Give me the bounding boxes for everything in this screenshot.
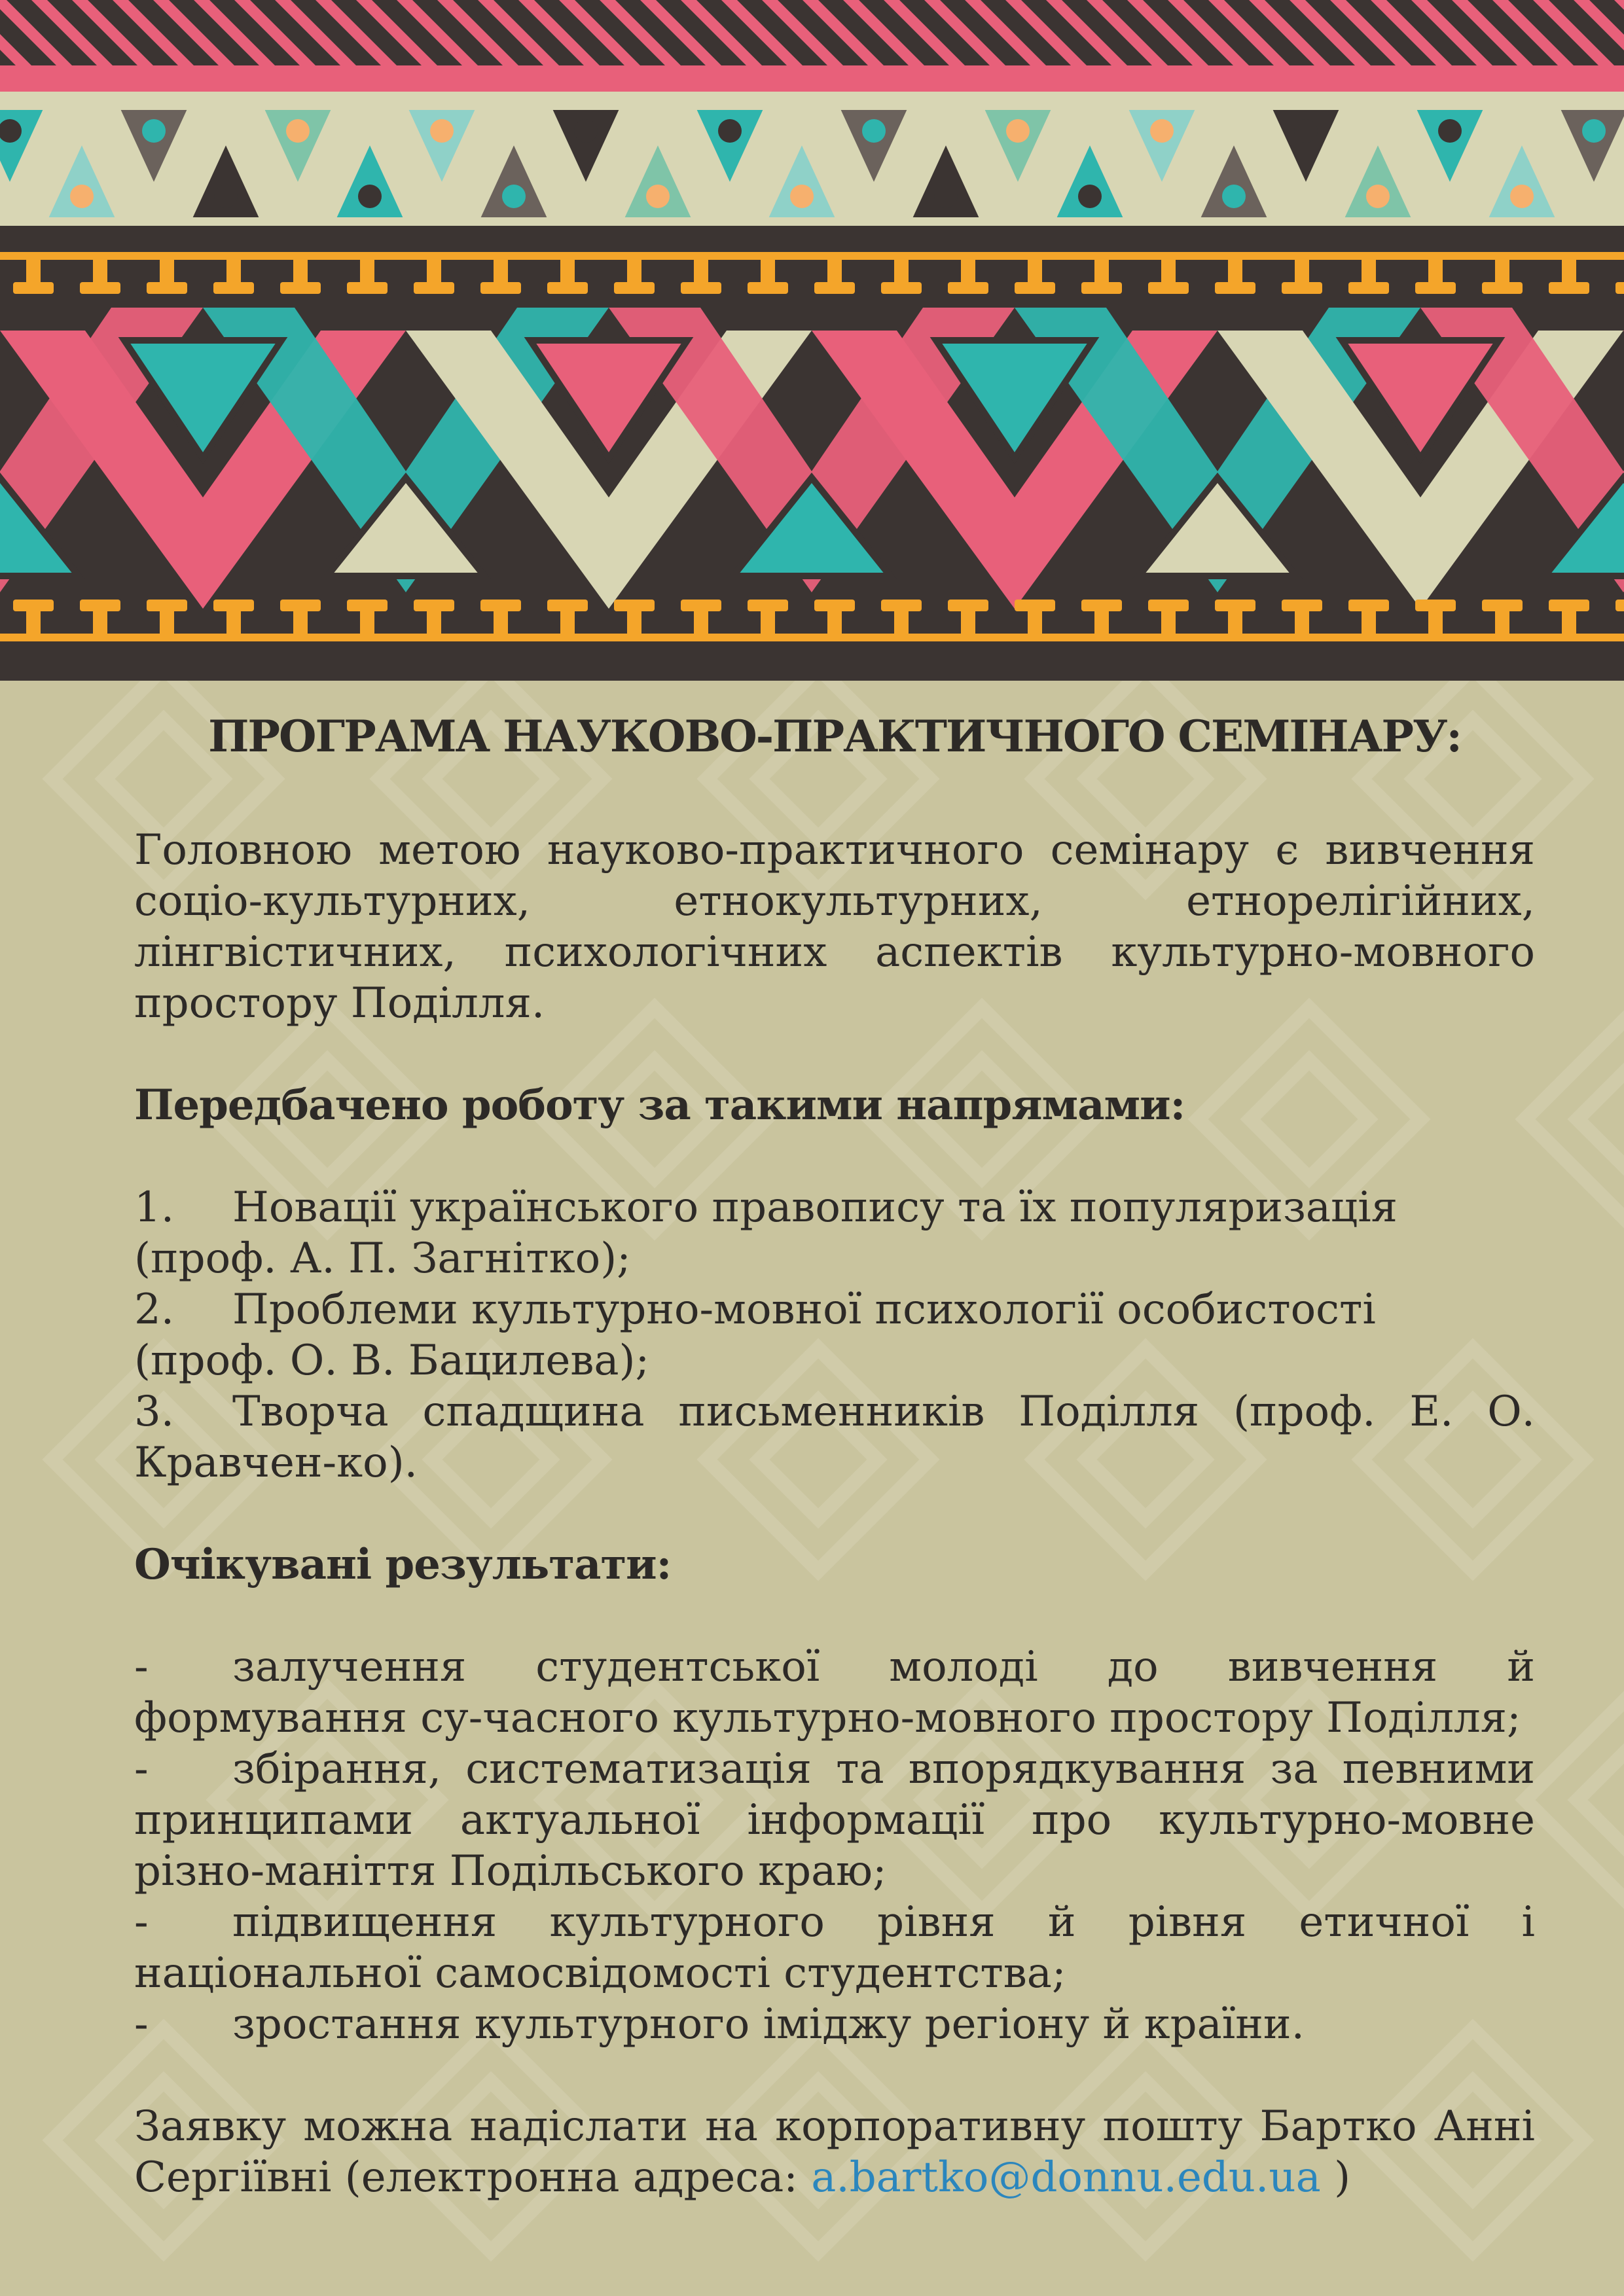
list-item	[134, 1897, 1535, 1999]
peg-cap-mark	[480, 600, 521, 611]
item-text: збірання, систематизація та впорядкування за певними принципами актуальної інформації про культурно-мовне різно-маніття Подільського краю;	[134, 1745, 1535, 1895]
dot-mark	[862, 119, 886, 143]
intro-paragraph: Головною метою науково-практичного семінару є вивчення соціо-культурних, етнокультурних, етнорелігійних, лінгвістичних, психологічних аспектів культурно-мовного простору Поділля.	[134, 826, 1535, 1028]
peg-cap-mark	[1015, 282, 1055, 294]
dot-mark	[790, 185, 814, 208]
list-item	[134, 1386, 1535, 1488]
peg-cap-mark	[1615, 600, 1624, 611]
item-text: підвищення культурного рівня й рівня етичної і національної самосвідомості студентства;	[134, 1898, 1535, 1998]
diamond-motif	[1578, 1741, 1624, 1859]
dot-mark	[1222, 185, 1246, 208]
peg-cap-mark	[948, 282, 988, 294]
page-title: ПРОГРАМА НАУКОВО-ПРАКТИЧНОГО СЕМІНАРУ:	[208, 711, 1461, 762]
peg-cap-mark	[1482, 600, 1523, 611]
peg-cap-mark	[614, 600, 655, 611]
dot-mark	[1510, 185, 1534, 208]
diamond-motif	[1578, 1060, 1624, 1178]
dot-mark	[1438, 119, 1462, 143]
peg-cap-mark	[1282, 282, 1322, 294]
dot-mark	[1150, 119, 1174, 143]
peg-cap-mark	[480, 282, 521, 294]
peg-cap-mark	[80, 600, 120, 611]
directions-heading: Передбачено роботу за такими напрямами:	[134, 1081, 1185, 1130]
dot-mark	[430, 119, 454, 143]
peg-cap-mark	[147, 600, 187, 611]
item-number: 2.	[134, 1285, 175, 1334]
dot-mark	[1366, 185, 1390, 208]
peg-cap-mark	[948, 600, 988, 611]
peg-cap-mark	[1015, 600, 1055, 611]
item-text: Новації українського правопису та їх популяризація	[232, 1183, 1398, 1232]
peg-cap-mark	[1081, 600, 1122, 611]
dot-mark	[1294, 119, 1318, 143]
peg-cap-mark	[547, 600, 588, 611]
peg-cap-mark	[13, 600, 54, 611]
list-item	[134, 1182, 1535, 1284]
dot-mark	[1006, 119, 1030, 143]
program-content	[134, 707, 1535, 2203]
dot-mark	[502, 185, 526, 208]
peg-cap-mark	[1549, 600, 1589, 611]
peg-cap-mark	[1148, 600, 1189, 611]
results-list	[134, 1641, 1535, 2050]
dot-mark	[646, 185, 670, 208]
list-item	[134, 1999, 1535, 2050]
peg-cap-mark	[814, 600, 855, 611]
peg-cap-mark	[347, 600, 388, 611]
list-item	[134, 1284, 1535, 1386]
peg-cap-mark	[1415, 600, 1456, 611]
application-text: Заявку можна надіслати на корпоративну пошту Бартко Анні Сергіївні (електронна адреса:	[134, 2102, 1535, 2202]
peg-cap-mark	[1348, 600, 1389, 611]
bullet: -	[134, 1898, 149, 1946]
item-text: Проблеми культурно-мовної психології особистості	[232, 1285, 1376, 1334]
dot-mark	[70, 185, 94, 208]
peg-cap-mark	[1215, 600, 1255, 611]
bullet: -	[134, 1643, 149, 1691]
ornamental-banner	[0, 0, 1624, 681]
dot-mark	[286, 119, 310, 143]
dot-mark	[934, 185, 958, 208]
peg-cap-mark	[1482, 282, 1523, 294]
dot-mark	[142, 119, 166, 143]
list-item	[134, 1744, 1535, 1897]
item-number: 3.	[134, 1388, 175, 1436]
item-text: Творча спадщина письменників Поділля (проф. Е. О. Кравчен-ко).	[134, 1388, 1535, 1487]
directions-list	[134, 1182, 1535, 1488]
peg-cap-mark	[1549, 282, 1589, 294]
peg-cap-mark	[1081, 282, 1122, 294]
dot-mark	[358, 185, 382, 208]
peg-cap-mark	[748, 600, 788, 611]
list-item	[134, 1641, 1535, 1744]
peg-cap-mark	[147, 282, 187, 294]
application-paragraph	[134, 2101, 1535, 2203]
item-number: 1.	[134, 1183, 175, 1232]
item-text: зростання культурного іміджу регіону й країни.	[232, 2000, 1305, 2049]
peg-cap-mark	[1348, 282, 1389, 294]
peg-cap-mark	[1148, 282, 1189, 294]
dot-mark	[1078, 185, 1102, 208]
peg-cap-mark	[681, 282, 721, 294]
item-text: залучення студентської молоді до вивчення й формування су-часного культурно-мовного простору Поділля;	[134, 1643, 1535, 1742]
peg-cap-mark	[347, 282, 388, 294]
bullet: -	[134, 2000, 149, 2049]
peg-cap-mark	[881, 600, 922, 611]
peg-cap-mark	[414, 600, 454, 611]
peg-cap-mark	[814, 282, 855, 294]
peg-cap-mark	[681, 600, 721, 611]
peg-cap-mark	[614, 282, 655, 294]
peg-cap-mark	[80, 282, 120, 294]
peg-cap-mark	[13, 282, 54, 294]
peg-cap-mark	[280, 282, 321, 294]
dot-mark	[1582, 119, 1606, 143]
peg-cap-mark	[748, 282, 788, 294]
dot-mark	[574, 119, 598, 143]
peg-cap-mark	[1415, 282, 1456, 294]
dot-mark	[214, 185, 238, 208]
peg-cap-mark	[414, 282, 454, 294]
peg-cap-mark	[1282, 600, 1322, 611]
peg-cap-mark	[547, 282, 588, 294]
peg-cap-mark	[280, 600, 321, 611]
item-author: (проф. А. П. Загнітко);	[134, 1234, 631, 1283]
spacer	[134, 2050, 1535, 2101]
peg-cap-mark	[213, 282, 254, 294]
bullet: -	[134, 1745, 149, 1793]
peg-cap-mark	[881, 282, 922, 294]
results-heading: Очікувані результати:	[134, 1540, 672, 1589]
item-author: (проф. О. В. Бацилева);	[134, 1336, 650, 1385]
peg-cap-mark	[1615, 282, 1624, 294]
peg-cap-mark	[1215, 282, 1255, 294]
email-link[interactable]: a.bartko@donnu.edu.ua	[811, 2153, 1321, 2202]
dot-mark	[718, 119, 742, 143]
application-closing: )	[1320, 2153, 1351, 2202]
peg-cap-mark	[213, 600, 254, 611]
